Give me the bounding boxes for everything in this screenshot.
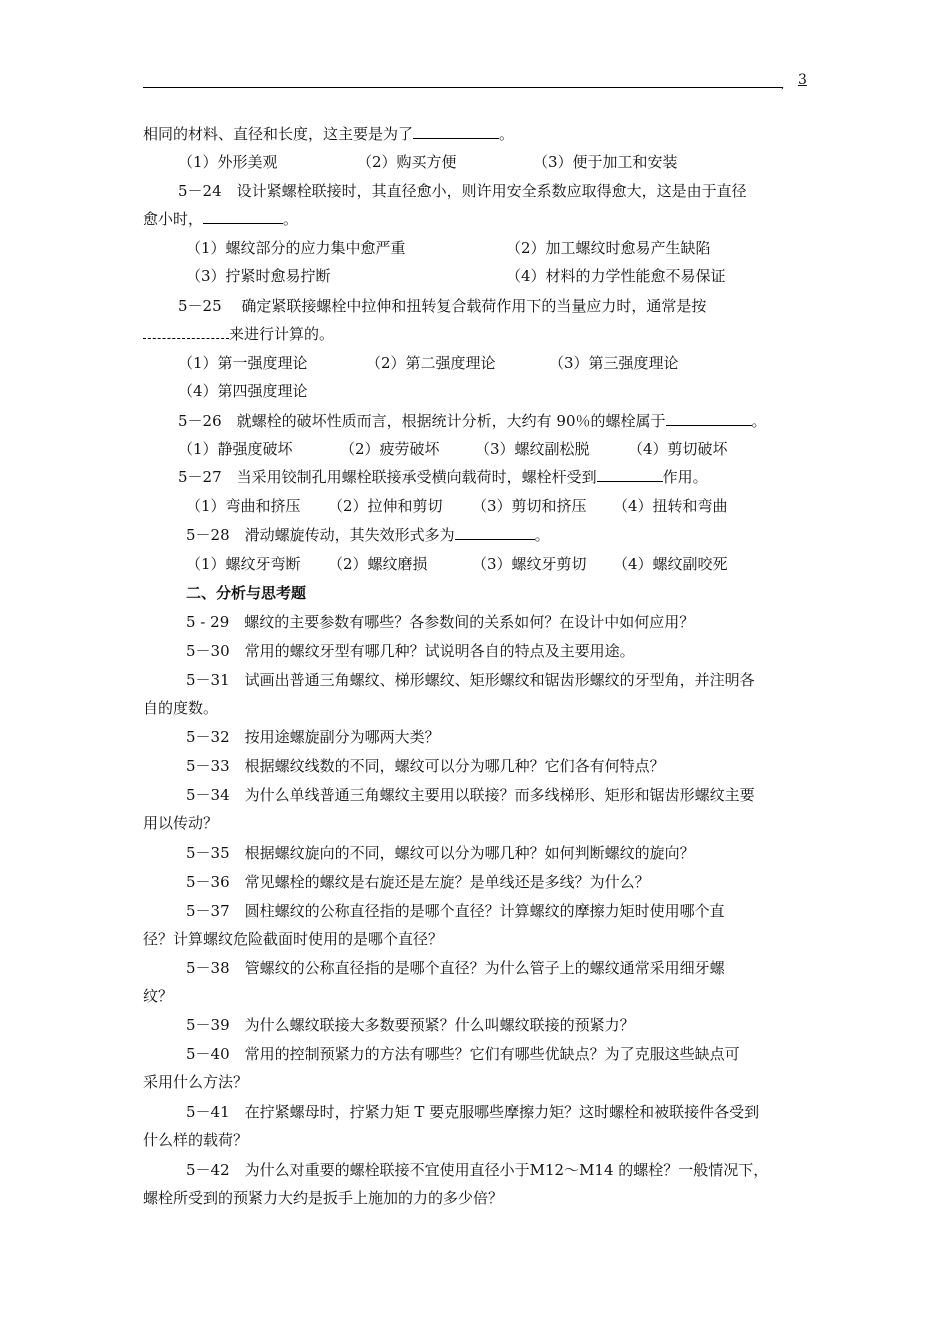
option: （1）外形美观 <box>178 153 278 171</box>
page-number: 3 <box>798 72 807 88</box>
question-text: 5－41 在拧紧螺母时，拧紧力矩 T 要克服哪些摩擦力矩？这时螺栓和被联接件各受到 <box>186 1103 760 1121</box>
question-text: 5－32 按用途螺旋副分为哪两大类？ <box>186 728 440 746</box>
question-text: 什么样的载荷？ <box>143 1131 249 1149</box>
question-text: 5－36 常见螺栓的螺纹是右旋还是左旋？是单线还是多线？为什么？ <box>186 873 650 891</box>
option: （2）拉伸和剪切 <box>328 497 443 515</box>
option: （3）剪切和挤压 <box>472 497 587 515</box>
option: （3）螺纹牙剪切 <box>472 555 587 573</box>
section-heading: 二、分析与思考题 <box>186 584 307 602</box>
text-line: 愈小时， 。 <box>143 210 299 228</box>
question-text: 5－35 根据螺纹旋向的不同，螺纹可以分为哪几种？如何判断螺纹的旋向？ <box>186 844 695 862</box>
option: （3）螺纹副松脱 <box>475 440 590 458</box>
option: （2）螺纹磨损 <box>328 555 428 573</box>
option: （4）材料的力学性能愈不易保证 <box>506 267 726 285</box>
question-text: 5－24 设计紧螺栓联接时，其直径愈小，则许用安全系数应取得愈大，这是由于直径 <box>178 182 747 200</box>
text-line: 5－26 就螺栓的破坏性质而言，根据统计分析，大约有 90％的螺栓属于 。 <box>178 412 767 430</box>
option: （1）静强度破坏 <box>178 440 293 458</box>
question-text: 5－31 试画出普通三角螺纹、梯形螺纹、矩形螺纹和锯齿形螺纹的牙型角，并注明各 <box>186 671 755 689</box>
option: （1）螺纹部分的应力集中愈严重 <box>186 239 406 257</box>
text-line: 5－27 当采用铰制孔用螺栓联接承受横向载荷时，螺栓杆受到 作用。 <box>178 468 708 486</box>
option: （3）拧紧时愈易拧断 <box>186 267 331 285</box>
option: （4）剪切破坏 <box>628 440 728 458</box>
question-text: 5－33 根据螺纹线数的不同，螺纹可以分为哪几种？它们各有何特点？ <box>186 757 665 775</box>
question-text: 5－25 确定紧联接螺栓中拉伸和扭转复合载荷作用下的当量应力时，通常是按 <box>178 297 707 315</box>
question-text: 采用什么方法？ <box>143 1073 249 1091</box>
header-mark: , <box>781 80 785 91</box>
text-line: 相同的材料、直径和长度，这主要是为了 。 <box>143 125 515 143</box>
option: （1）弯曲和挤压 <box>186 497 301 515</box>
question-text: 5 - 29 螺纹的主要参数有哪些？各参数间的关系如何？在设计中如何应用？ <box>186 613 695 631</box>
option: （4）螺纹副咬死 <box>613 555 728 573</box>
question-text: 5－42 为什么对重要的螺栓联接不宜使用直径小于M12～M14 的螺栓？一般情况下， <box>186 1161 769 1179</box>
header-rule <box>143 87 783 88</box>
option: （2）疲劳破坏 <box>340 440 440 458</box>
text-line: 来进行计算的。 <box>143 324 334 344</box>
option: （2）购买方便 <box>357 153 457 171</box>
question-text: 径？计算螺纹危险截面时使用的是哪个直径？ <box>143 930 444 948</box>
option: （4）第四强度理论 <box>178 382 308 400</box>
option: （3）便于加工和安装 <box>533 153 678 171</box>
question-text: 5－38 管螺纹的公称直径指的是哪个直径？为什么管子上的螺纹通常采用细牙螺 <box>186 959 725 977</box>
option: （1）第一强度理论 <box>178 354 308 372</box>
question-text: 5－39 为什么螺纹联接大多数要预紧？什么叫螺纹联接的预紧力？ <box>186 1016 635 1034</box>
option: （1）螺纹牙弯断 <box>186 555 301 573</box>
option: （2）第二强度理论 <box>366 354 496 372</box>
option: （4）扭转和弯曲 <box>613 497 728 515</box>
text-line: 5－28 滑动螺旋传动，其失效形式多为 。 <box>186 526 550 544</box>
question-text: 用以传动？ <box>143 814 219 832</box>
option: （3）第三强度理论 <box>549 354 679 372</box>
question-text: 5－34 为什么单线普通三角螺纹主要用以联接？而多线梯形、矩形和锯齿形螺纹主要 <box>186 786 755 804</box>
question-text: 自的度数。 <box>143 699 219 717</box>
question-text: 5－37 圆柱螺纹的公称直径指的是哪个直径？计算螺纹的摩擦力矩时使用哪个直 <box>186 902 725 920</box>
question-text: 纹？ <box>143 987 174 1005</box>
option: （2）加工螺纹时愈易产生缺陷 <box>506 239 711 257</box>
question-text: 螺栓所受到的预紧力大约是扳手上施加的力的多少倍？ <box>143 1189 504 1207</box>
question-text: 5－30 常用的螺纹牙型有哪几种？试说明各自的特点及主要用途。 <box>186 642 635 660</box>
question-text: 5－40 常用的控制预紧力的方法有哪些？它们有哪些优缺点？为了克服这些缺点可 <box>186 1045 740 1063</box>
